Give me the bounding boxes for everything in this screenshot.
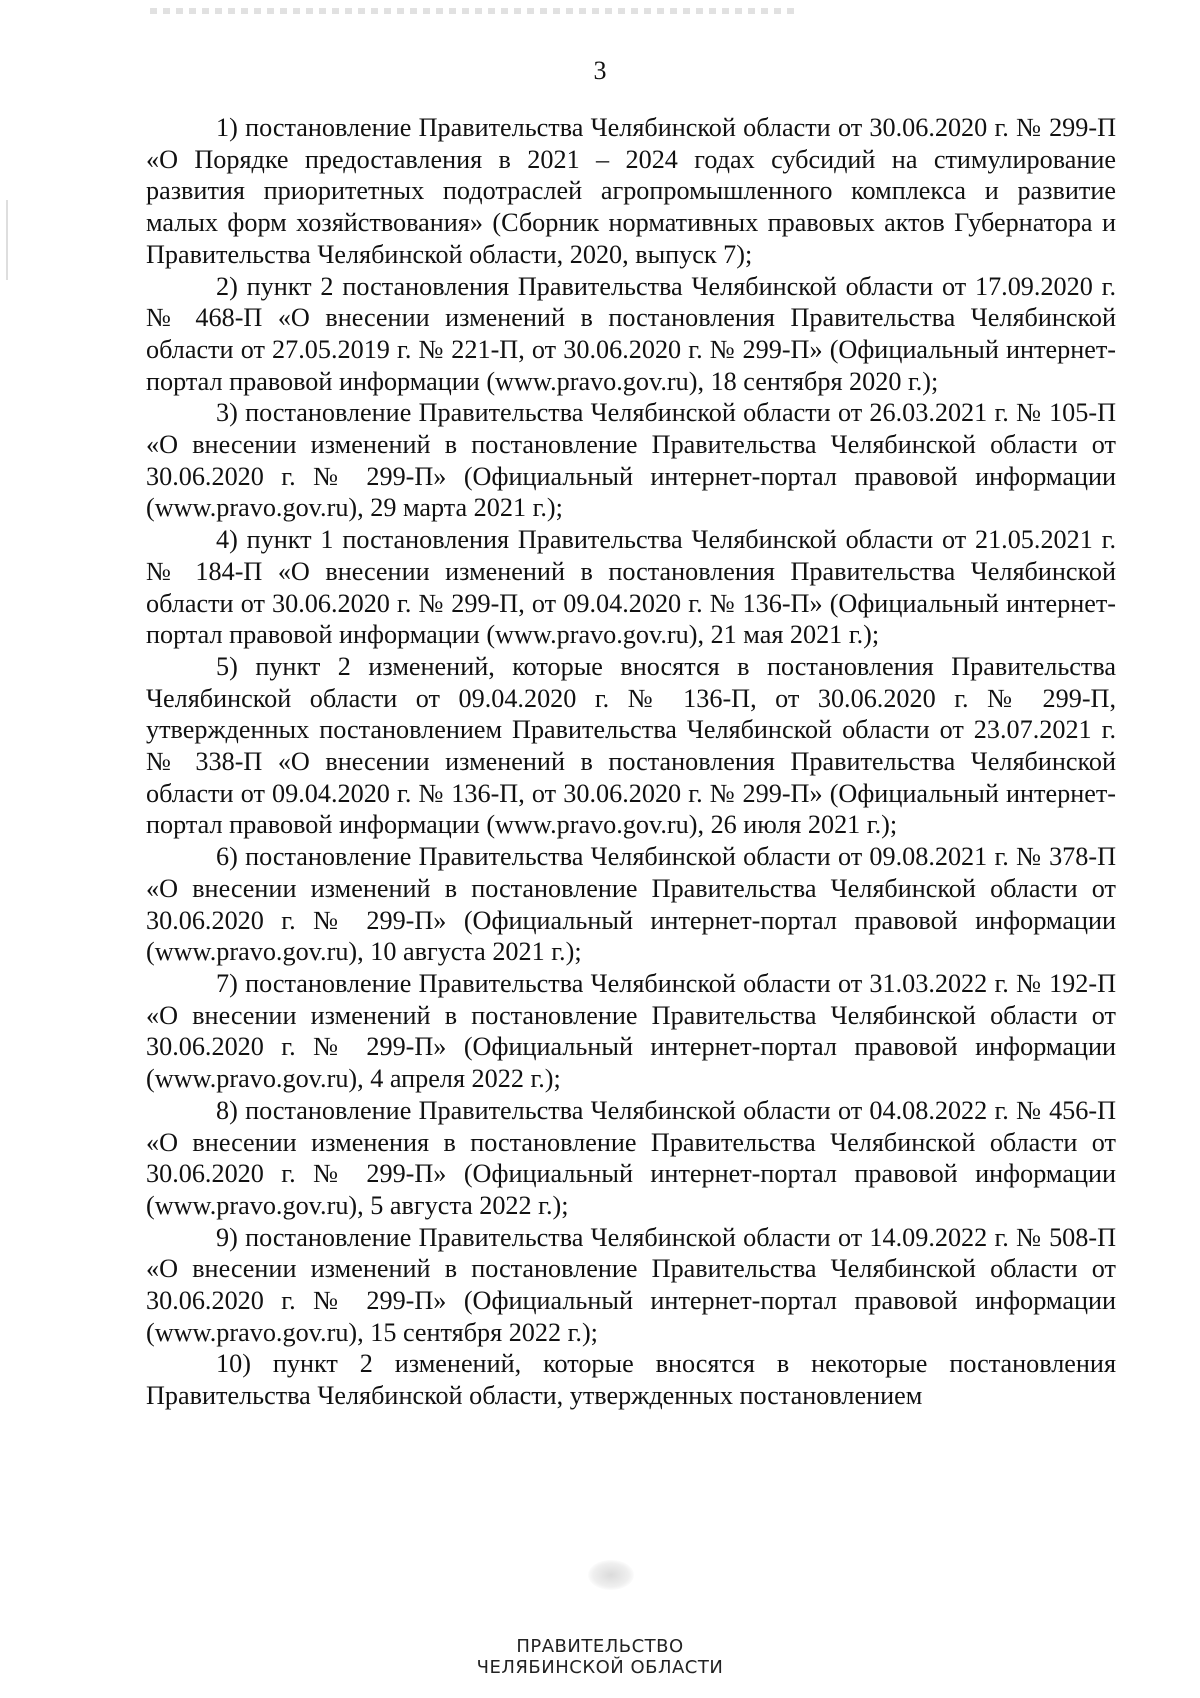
document-body: [146, 112, 1116, 1412]
stamp-line-2: ЧЕЛЯБИНСКОЙ ОБЛАСТИ: [476, 1657, 724, 1678]
government-stamp: [0, 1636, 1200, 1678]
scan-artifact-left: [6, 200, 8, 280]
list-item-7: 7) постановление Правительства Челябинской области от 31.03.2022 г. № 192-П «О внесении изменений в постановление Правительства Челябинской области от 30.06.2020 г. № 299-П» (Официальный интернет-портал правовой информации (www.pravo.gov.ru), 4 апреля 2022 г.);: [146, 968, 1116, 1094]
list-item-8: 8) постановление Правительства Челябинской области от 04.08.2022 г. № 456-П «О внесении изменения в постановление Правительства Челябинской области от 30.06.2020 г. № 299-П» (Официальный интернет-портал правовой информации (www.pravo.gov.ru), 5 августа 2022 г.);: [146, 1095, 1116, 1220]
list-item-6: 6) постановление Правительства Челябинской области от 09.08.2021 г. № 378-П «О внесении изменений в постановление Правительства Челябинской области от 30.06.2020 г. № 299-П» (Официальный интернет-портал правовой информации (www.pravo.gov.ru), 10 августа 2021 г.);: [146, 842, 1116, 967]
list-item-5: 5) пункт 2 изменений, которые вносятся в постановления Правительства Челябинской области от 09.04.2020 г. № 136-П, от 30.06.2020 г. № 299-П, утвержденных постановлением Правительства Челябинской области от 23.07.2021 г. № 338-П «О внесении изменений в постановления Правительства Челябинской области от 09.04.2020 г. № 136-П, от 30.06.2020 г. № 299-П» (Официальный интернет-портал правовой информации (www.pravo.gov.ru), 26 июля 2021 г.);: [146, 651, 1116, 840]
list-item-2: 2) пункт 2 постановления Правительства Челябинской области от 17.09.2020 г. № 468-П «О внесении изменений в постановления Правительства Челябинской области от 27.05.2019 г. № 221-П, от 30.06.2020 г. № 299-П» (Официальный интернет-портал правовой информации (www.pravo.gov.ru), 18 сентября 2020 г.);: [146, 271, 1116, 396]
list-item-1: 1) постановление Правительства Челябинской области от 30.06.2020 г. № 299-П «О Порядке предоставления в 2021 – 2024 годах субсидий на стимулирование развития приоритетных подотраслей агропромышленного комплекса и развитие малых форм хозяйствования» (Сборник нормативных правовых актов Губернатора и Правительства Челябинской области, 2020, выпуск 7);: [146, 113, 1116, 269]
list-item-10: 10) пункт 2 изменений, которые вносятся в некоторые постановления Правительства Челябинской области, утвержденных постановлением: [146, 1349, 1116, 1411]
stamp-line-1: ПРАВИТЕЛЬСТВО: [516, 1636, 684, 1657]
list-item-4: 4) пункт 1 постановления Правительства Челябинской области от 21.05.2021 г. № 184-П «О внесении изменений в постановления Правительства Челябинской области от 30.06.2020 г. № 299-П, от 09.04.2020 г. № 136-П» (Официальный интернет-портал правовой информации (www.pravo.gov.ru), 21 мая 2021 г.);: [146, 525, 1116, 650]
scan-artifact-top: [150, 8, 800, 14]
list-item-3: 3) постановление Правительства Челябинской области от 26.03.2021 г. № 105-П «О внесении изменений в постановление Правительства Челябинской области от 30.06.2020 г. № 299-П» (Официальный интернет-портал правовой информации (www.pravo.gov.ru), 29 марта 2021 г.);: [146, 398, 1116, 523]
seal-mark: [588, 1560, 634, 1590]
list-item-9: 9) постановление Правительства Челябинской области от 14.09.2022 г. № 508-П «О внесении изменений в постановление Правительства Челябинской области от 30.06.2020 г. № 299-П» (Официальный интернет-портал правовой информации (www.pravo.gov.ru), 15 сентября 2022 г.);: [146, 1222, 1116, 1347]
page-number: 3: [593, 56, 607, 85]
